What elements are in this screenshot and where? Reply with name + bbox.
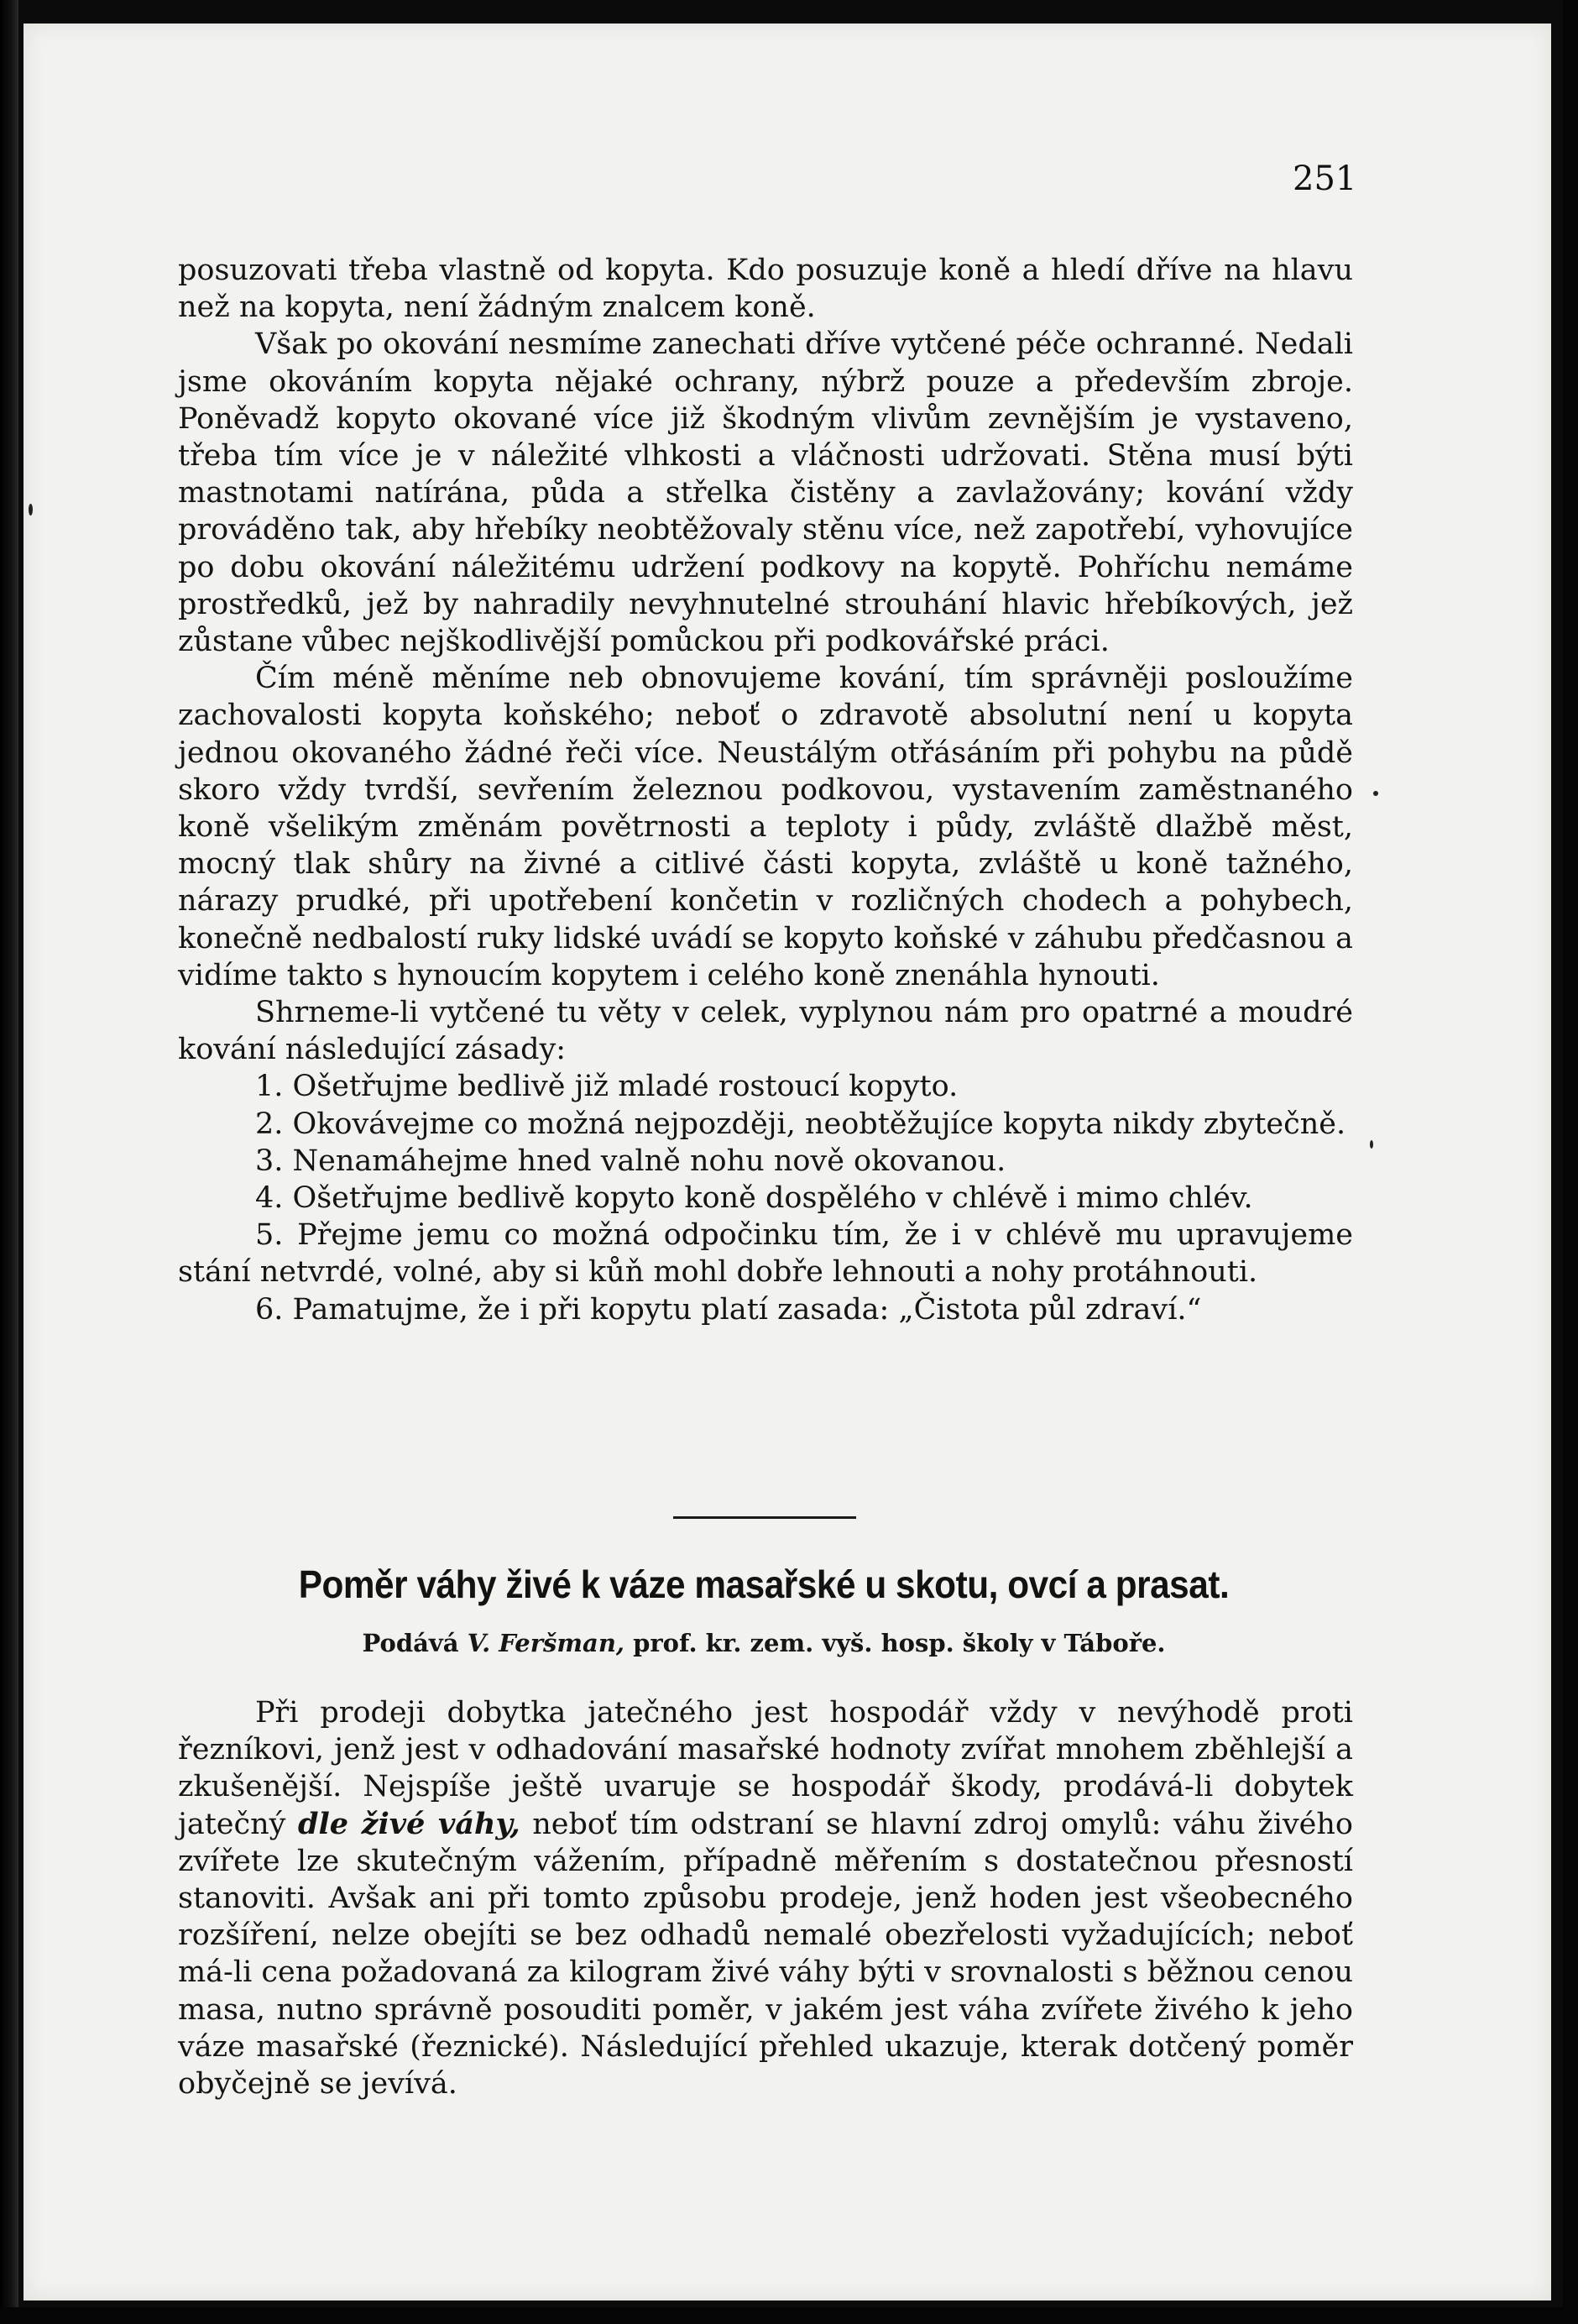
list-item: 2. Okovávejme co možná nejpozději, neobtěžujíce kopyta nikdy zbytečně. — [255, 1107, 1346, 1141]
article-title: Poměr váhy živé k váze masařské u skotu, ovcí a prasat. — [298, 1562, 1230, 1606]
scan-edge-bottom — [0, 2307, 1578, 2324]
section-divider — [673, 1516, 856, 1519]
list-item: 4. Ošetřujme bedlivě kopyto koně dospělého v chlévě i mimo chlév. — [255, 1181, 1253, 1216]
paragraph — [178, 1694, 1353, 2102]
emphasis: dle živé váhy, — [297, 1806, 520, 1841]
scan-speck — [1370, 1140, 1373, 1149]
byline-author: V. Feršman, — [467, 1629, 625, 1657]
list-item: 5. Přejme jemu co možná odpočinku tím, že i v chlévě mu upravujeme stání netvrdé, volné, aby si kůň mohl dobře lehnouti a nohy protáhnouti. — [178, 1218, 1353, 1290]
list-item: 6. Pamatujme, že i při kopytu platí zasada: „Čistota půl zdraví.“ — [255, 1292, 1202, 1327]
paragraph: posuzovati třeba vlastně od kopyta. Kdo posuzuje koně a hledí dříve na hlavu než na kopyta, není žádným znalcem koně. — [178, 254, 1353, 325]
byline-prefix: Podává — [362, 1629, 459, 1657]
scan-speck — [29, 504, 33, 516]
paragraph-text: neboť tím odstraní se hlavní zdroj omylů: váhu živého zvířete lze skutečným vážením, případně měřením s dostatečnou přesností stanoviti. Avšak ani při tomto způsobu prodeje, jenž hoden jest všeobecného rozšíření, nelze obejíti se bez odhadů nemalé obezřelosti vyžadujících; neboť má-li cena požadovaná za kilogram živé váhy býti v srovnalosti s běžnou cenou masa, nutno správně posouditi poměr, v jakém jest váha zvířete živého k jeho váze masařské (řeznické). Následující přehled ukazuje, kterak dotčený poměr obyčejně se jevívá. — [178, 1807, 1353, 2102]
scan-edge-left — [0, 0, 18, 2324]
scan-edge-right — [1563, 0, 1578, 2324]
list-item: 1. Ošetřujme bedlivě již mladé rostoucí kopyto. — [255, 1070, 959, 1104]
page-number: 251 — [1293, 160, 1357, 198]
article-byline — [134, 1629, 1393, 1657]
section-hoof-care — [178, 252, 1353, 1328]
scan-speck — [1373, 791, 1378, 796]
section-weight-ratio — [178, 1694, 1353, 2102]
paragraph: Čím méně měníme neb obnovujeme kování, tím správněji posloužíme zachovalosti kopyta koňského; neboť o zdravotě absolutní není u kopyta jednou okovaného žádné řeči více. Neustálým otřásáním při pohybu na půdě skoro vždy tvrdší, sevřením železnou podkovou, vystavením zaměstnaného koně všelikým změnám povětrnosti a teploty i půdy, zvláště dlažbě měst, mocný tlak shůry na živné a citlivé části kopyta, zvláště u koně tažného, nárazy prudké, při upotřebení končetin v rozličných chodech a pohybech, konečně nedbalostí ruky lidské uvádí se kopyto koňské v záhubu předčasnou a vidíme takto s hynoucím kopytem i celého koně znenáhla hynouti. — [178, 662, 1353, 992]
byline-affiliation: prof. kr. zem. vyš. hosp. školy v Táboře. — [633, 1629, 1166, 1657]
paragraph-text: Při prodeji dobytka jatečného jest hospodář vždy v nevýhodě proti řezníkovi, jenž jest v odhadování masařské hodnoty zvířat mnohem zběhlejší a zkušenější. Nejspíše ještě uvaruje se hospodář škody, prodává-li dobytek jatečný — [178, 1696, 1353, 1841]
paragraph: Však po okování nesmíme zanechati dříve vytčené péče ochranné. Nedali jsme okováním kopyta nějaké ochrany, nýbrž pouze a především zbroje. Poněvadž kopyto okované více již škodným vlivům zevnějším je vystaveno, třeba tím více je v náležité vlhkosti a vláčnosti udržovati. Stěna musí býti mastnotami natírána, půda a střelka čistěny a zavlažovány; kování vždy prováděno tak, aby hřebíky neobtěžovaly stěnu více, než zapotřebí, vyhovujíce po dobu okování náležitému udržení podkovy na kopytě. Pohříchu nemáme prostředků, jež by nahradily nevyhnutelné strouhání hlavic hřebíkových, jež zůstane vůbec nejškodlivější pomůckou při podkovářské práci. — [178, 327, 1353, 659]
paragraph: Shrneme-li vytčené tu věty v celek, vyplynou nám pro opatrné a moudré kování následující zásady: — [178, 996, 1353, 1067]
list-item: 3. Nenamáhejme hned valně nohu nově okovanou. — [255, 1144, 1006, 1178]
